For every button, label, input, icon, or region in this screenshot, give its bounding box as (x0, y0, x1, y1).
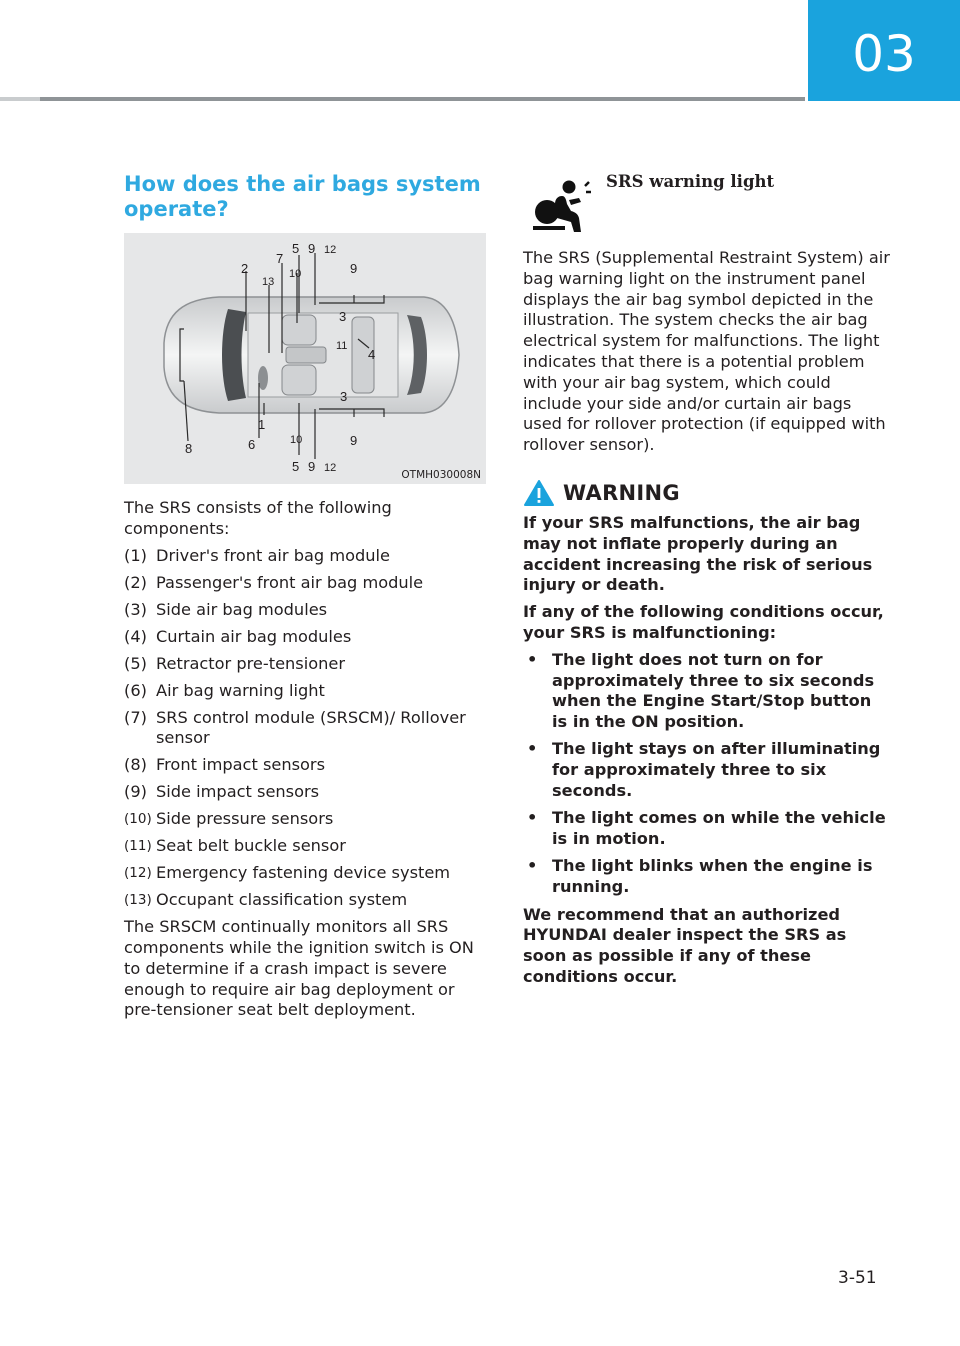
srs-body: The SRS (Supplemental Restraint System) air bag warning light on the instrument panel displays the air bag symbol depicted in the illustration. The system checks the air bag electrical system for malfunctions. The light indicates that there is a potential problem with your air bag system, which could include your side and/or curtain air bags used for rollover protection (if equipped with rollover sensor). (523, 248, 890, 455)
callout-5-top: 5 (292, 241, 300, 256)
list-item: (11) Seat belt buckle sensor (124, 836, 346, 856)
page-number: 3-51 (838, 1268, 877, 1288)
callout-9-right-bottom: 9 (350, 433, 358, 448)
callout-11: 11 (336, 340, 348, 352)
list-item: (2) Passenger's front air bag module (124, 572, 424, 592)
list-item: (10) Side pressure sensors (124, 809, 334, 829)
callout-3-bottom: 3 (340, 389, 348, 404)
callout-7: 7 (276, 251, 284, 266)
callout-4: 4 (368, 347, 376, 362)
car-top-view-illustration (124, 233, 486, 484)
left-column (124, 172, 486, 1021)
callout-6: 6 (248, 437, 256, 452)
callout-5-bottom: 5 (292, 459, 300, 474)
components-list (124, 546, 486, 911)
list-item: (8) Front impact sensors (124, 755, 326, 775)
list-item: (9) Side impact sensors (124, 782, 320, 802)
list-item: (3) Side air bag modules (124, 599, 328, 619)
srs-header (523, 172, 891, 242)
header-rule-accent (0, 97, 40, 101)
list-item: (13) Occupant classification system (124, 890, 408, 910)
warning-heading (523, 479, 891, 507)
list-item: • The light blinks when the engine is running. (527, 856, 873, 897)
callout-3-top: 3 (339, 309, 347, 324)
list-item: (12) Emergency fastening device system (124, 863, 451, 883)
intro-text: The SRS consists of the following components: (124, 498, 392, 538)
airbag-layout-figure (124, 233, 486, 484)
list-item: • The light does not turn on for approximately three to six seconds when the Engine Start/Stop button is in the ON position. (527, 649, 875, 732)
right-column (523, 172, 891, 988)
airbag-warning-icon (533, 178, 591, 234)
chapter-tab: 03 (808, 0, 960, 101)
callout-2: 2 (241, 261, 249, 276)
callout-8: 8 (185, 441, 193, 456)
callout-12-top: 12 (324, 244, 337, 256)
warning-text-1: If your SRS malfunctions, the air bag may not inflate properly during an accident increasing the risk of serious injury or death. (523, 512, 873, 595)
list-item: (4) Curtain air bag modules (124, 626, 352, 646)
warning-text-3: We recommend that an authorized HYUNDAI dealer inspect the SRS as soon as possible if any of these conditions occur. (523, 904, 847, 986)
list-item: (1) Driver's front air bag module (124, 545, 390, 565)
callout-13: 13 (262, 276, 275, 288)
list-item: (7) SRS control module (SRSCM)/ Rollover sensor (124, 707, 466, 748)
closing-text: The SRSCM continually monitors all SRS components while the ignition switch is ON to determine if a crash impact is severe enough to require air bag deployment or pre-tensioner seat belt deployment. (124, 917, 474, 1020)
figure-code: OTMH030008N (401, 469, 481, 481)
warning-conditions-list (523, 650, 891, 898)
warning-text-2: If any of the following conditions occur, your SRS is malfunctioning: (523, 602, 884, 642)
warning-triangle-icon (523, 479, 555, 507)
callout-1: 1 (258, 417, 266, 432)
list-item: (6) Air bag warning light (124, 680, 325, 700)
list-item: • The light stays on after illuminating for approximately three to six seconds. (527, 739, 881, 801)
callout-10-top: 10 (289, 268, 302, 280)
header-rule (0, 97, 805, 101)
list-item: • The light comes on while the vehicle is in motion. (527, 808, 886, 849)
section-title: How does the air bags system operate? (124, 172, 481, 221)
list-item: (5) Retractor pre-tensioner (124, 653, 346, 673)
callout-9-bottom: 9 (308, 459, 316, 474)
callout-9-top: 9 (308, 241, 316, 256)
callout-12-bottom: 12 (324, 462, 337, 474)
warning-label: WARNING (563, 480, 680, 505)
callout-10-bottom: 10 (290, 434, 303, 446)
callout-9-right-top: 9 (350, 261, 358, 276)
srs-title: SRS warning light (606, 172, 775, 191)
